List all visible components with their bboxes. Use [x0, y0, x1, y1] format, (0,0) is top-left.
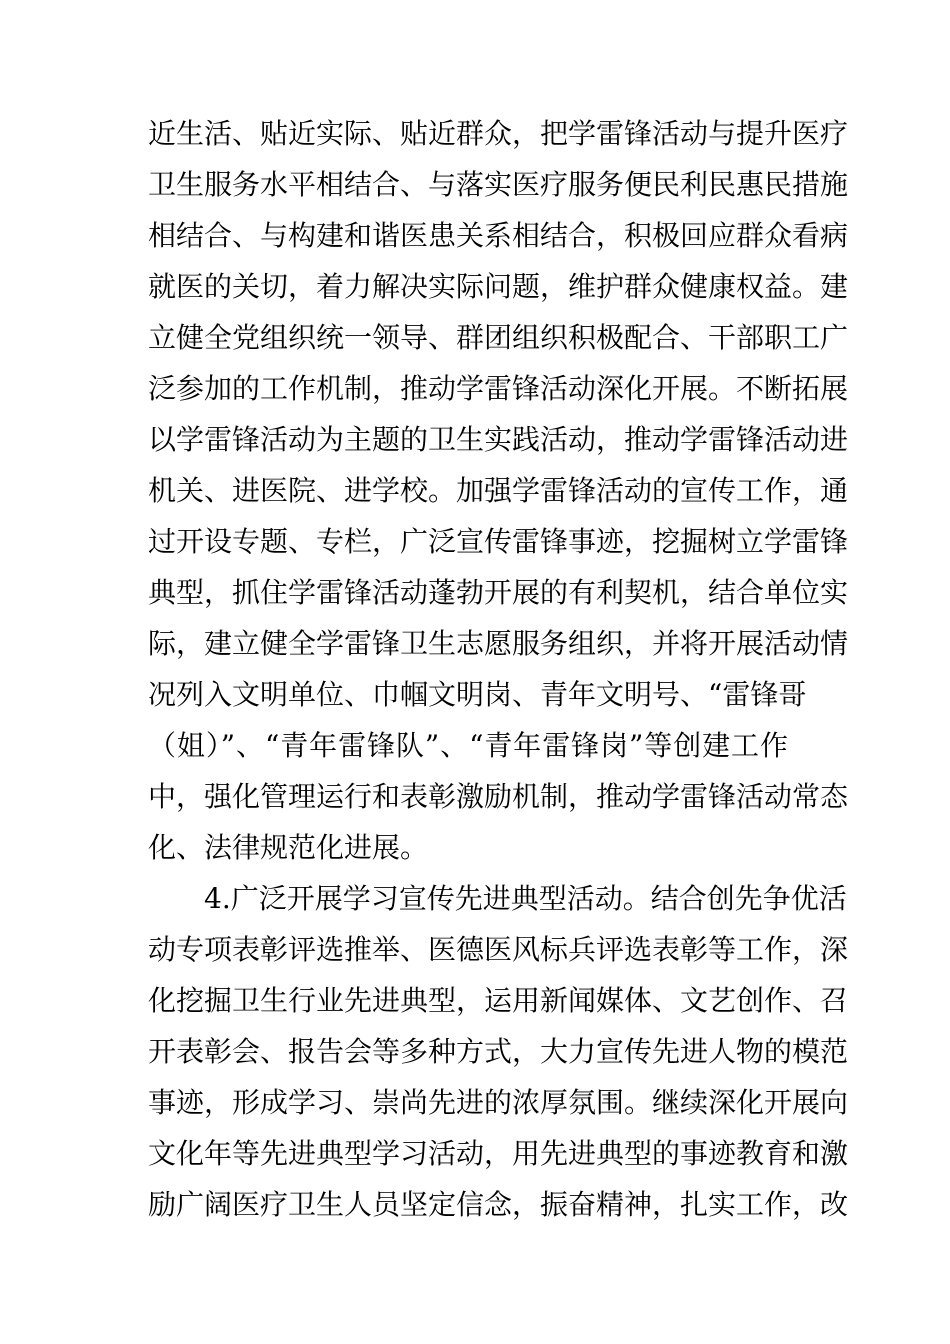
- text-line: 事迹，形成学习、崇尚先进的浓厚氛围。继续深化开展向: [148, 1086, 849, 1119]
- text-line: 卫生服务水平相结合、与落实医疗服务便民利民惠民措施: [148, 168, 849, 201]
- text-line: 化挖掘卫生行业先进典型，运用新闻媒体、文艺创作、召: [148, 984, 849, 1017]
- text-line: 况列入文明单位、巾帼文明岗、青年文明号、“雷锋哥: [148, 678, 807, 711]
- text-line: 过开设专题、专栏，广泛宣传雷锋事迹，挖掘树立学雷锋: [148, 525, 849, 558]
- text-line: 文化年等先进典型学习活动，用先进典型的事迹教育和激: [148, 1137, 849, 1170]
- text-line: 近生活、贴近实际、贴近群众，把学雷锋活动与提升医疗: [148, 117, 849, 150]
- text-line: 机关、进医院、进学校。加强学雷锋活动的宣传工作，通: [148, 474, 849, 507]
- text-line: 化、法律规范化进展。: [148, 831, 429, 864]
- text-line: 中，强化管理运行和表彰激励机制，推动学雷锋活动常态: [148, 780, 849, 813]
- text-line: 相结合、与构建和谐医患关系相结合，积极回应群众看病: [148, 219, 849, 252]
- text-line: （姐）”、“青年雷锋队”、“青年雷锋岗”等创建工作: [148, 729, 788, 762]
- paragraph-2: [148, 873, 849, 1230]
- text-line: 4.广泛开展学习宣传先进典型活动。结合创先争优活: [204, 882, 847, 915]
- text-line: 开表彰会、报告会等多种方式，大力宣传先进人物的模范: [148, 1035, 849, 1068]
- text-line: 际，建立健全学雷锋卫生志愿服务组织，并将开展活动情: [148, 627, 849, 660]
- text-line: 典型，抓住学雷锋活动蓬勃开展的有利契机，结合单位实: [148, 576, 849, 609]
- body-text: [148, 108, 849, 1230]
- text-line: 立健全党组织统一领导、群团组织积极配合、干部职工广: [148, 321, 849, 354]
- text-line: 泛参加的工作机制，推动学雷锋活动深化开展。不断拓展: [148, 372, 849, 405]
- text-line: 动专项表彰评选推举、医德医风标兵评选表彰等工作，深: [148, 933, 849, 966]
- text-line: 以学雷锋活动为主题的卫生实践活动，推动学雷锋活动进: [148, 423, 849, 456]
- text-line: 就医的关切，着力解决实际问题，维护群众健康权益。建: [148, 270, 849, 303]
- paragraph-1: [148, 108, 849, 873]
- text-line: 励广阔医疗卫生人员坚定信念，振奋精神，扎实工作，改: [148, 1188, 849, 1221]
